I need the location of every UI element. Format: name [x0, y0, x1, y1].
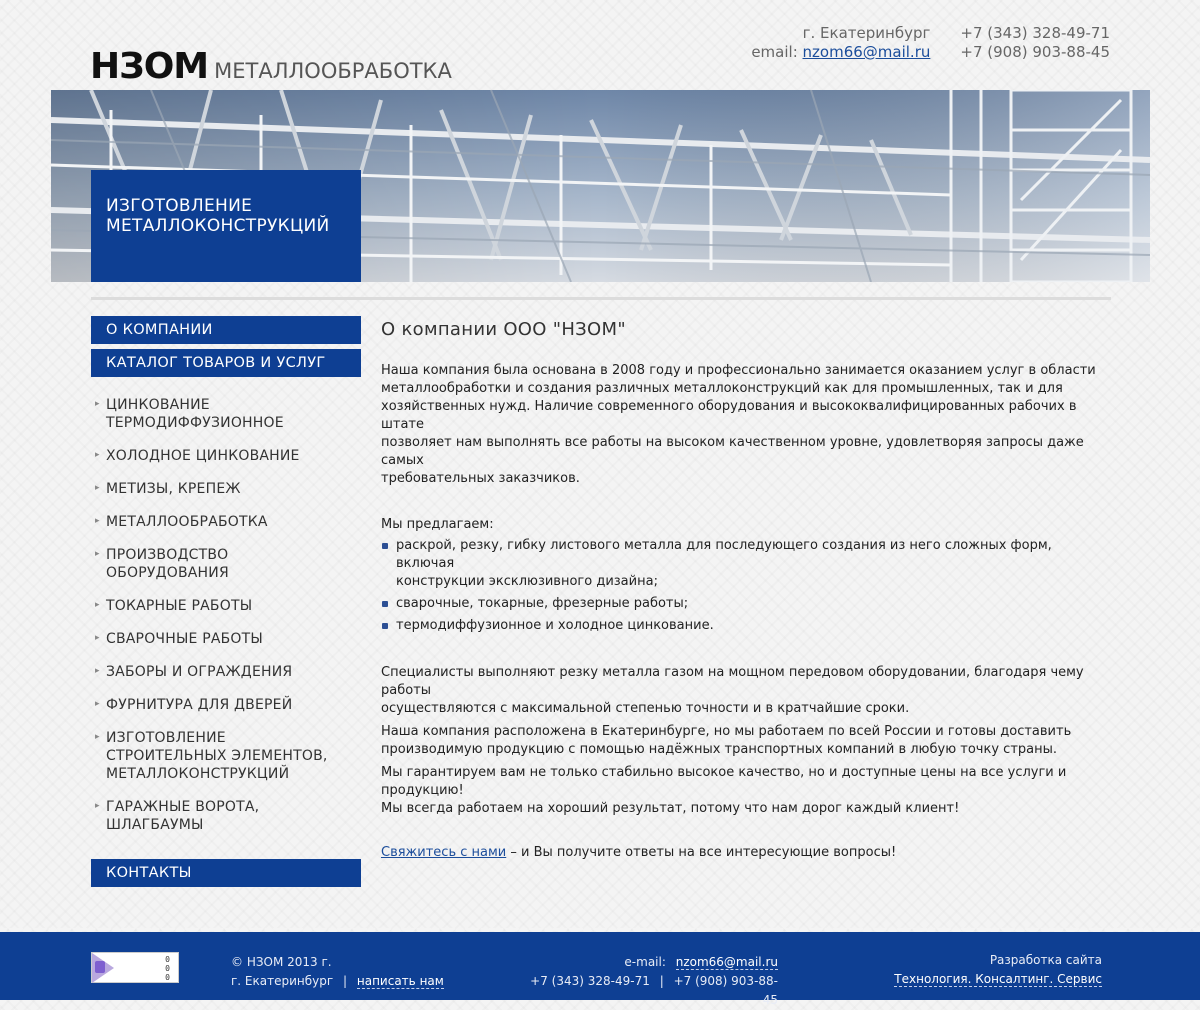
bullet-icon [382, 623, 388, 629]
footer-email-link[interactable]: nzom66@mail.ru [675, 955, 778, 969]
submenu-item[interactable]: ▸ ФУРНИТУРА ДЛЯ ДВЕРЕЙ [95, 697, 293, 713]
submenu-item[interactable]: ▸ ТОКАРНЫЕ РАБОТЫ [95, 598, 253, 614]
header-phone-1: +7 (343) 328-49-71 [960, 24, 1110, 42]
footer-scalloped-edge [0, 928, 1200, 936]
banner-caption-line-2: МЕТАЛЛОКОНСТРУКЦИЙ [106, 216, 330, 236]
chart-icon [95, 961, 105, 973]
paragraph-cutting: Специалисты выполняют резку металла газом на мощном передовом оборудовании, благодаря чему работы осуществляются с максимальной степенью точности и в кратчайшие сроки. [381, 665, 1084, 716]
header-email-link[interactable]: nzom66@mail.ru [802, 43, 931, 61]
header-phone-2: +7 (908) 903-88-45 [960, 43, 1110, 61]
arrow-icon: ▸ [95, 732, 100, 742]
submenu-item[interactable]: ▸ МЕТАЛЛООБРАБОТКА [95, 514, 268, 530]
site-logo[interactable] [90, 46, 452, 86]
list-item: сварочные, токарные, фрезерные работы; [381, 595, 1111, 613]
catalog-submenu [91, 396, 361, 849]
offer-list [381, 537, 1111, 635]
arrow-icon: ▸ [95, 399, 100, 409]
arrow-icon: ▸ [95, 699, 100, 709]
list-item: раскрой, резку, гибку листового металла для последующего создания из него сложных форм, включая конструкции эксклюзивного дизайна; [381, 537, 1111, 591]
banner-caption [91, 170, 361, 282]
submenu-item[interactable]: ▸ ПРОИЗВОДСТВО ОБОРУДОВАНИЯ [95, 547, 229, 581]
arrow-icon: ▸ [95, 549, 100, 559]
header-contacts [751, 24, 1110, 62]
footer-email-label: e-mail: [624, 955, 666, 969]
list-item: термодиффузионное и холодное цинкование. [381, 617, 1111, 635]
footer-phone-1: +7 (343) 328-49-71 [530, 974, 650, 988]
logo-subtitle: МЕТАЛЛООБРАБОТКА [214, 59, 452, 83]
header-city: г. Екатеринбург [802, 24, 931, 42]
main-content [381, 320, 1111, 862]
intro-paragraph: Наша компания была основана в 2008 году и профессионально занимается оказанием услуг в области металлообработки и создания различных металлоконструкций как для промышленных, так и для хозяйственных нужд. Наличие современного оборудования и высококвалифицированных рабочих в штате позволяет нам выполнять все работы на высоком качественном уровне, удовлетворяя запросы даже самых требовательных заказчиков. [381, 363, 1096, 486]
write-us-link[interactable]: написать нам [356, 974, 444, 988]
arrow-icon: ▸ [95, 666, 100, 676]
submenu-item[interactable]: ▸ СВАРОЧНЫЕ РАБОТЫ [95, 631, 263, 647]
nav-item-catalog[interactable] [91, 349, 361, 377]
contact-callout: Свяжитесь с нами – и Вы получите ответы на все интересующие вопросы! [381, 845, 897, 860]
bullet-icon [382, 601, 388, 607]
counter-value: 0 [165, 964, 170, 973]
offer-heading: Мы предлагаем: [381, 517, 494, 532]
arrow-icon: ▸ [95, 633, 100, 643]
submenu-item[interactable]: ▸ ХОЛОДНОЕ ЦИНКОВАНИЕ [95, 448, 300, 464]
developer-label: Разработка сайта [989, 953, 1102, 967]
submenu-item[interactable]: ▸ МЕТИЗЫ, КРЕПЕЖ [95, 481, 241, 497]
nav-item-about[interactable] [91, 316, 361, 344]
submenu-item[interactable]: ▸ ЗАБОРЫ И ОГРАЖДЕНИЯ [95, 664, 293, 680]
page-title: О компании ООО "НЗОМ" [381, 319, 626, 340]
visit-counter-badge[interactable] [91, 952, 179, 983]
counter-value: 0 [165, 973, 170, 982]
footer-copyright-block: © НЗОМ 2013 г. г. Екатеринбург | написать нам [231, 955, 444, 988]
paragraph-guarantee: Мы гарантируем вам не только стабильно высокое качество, но и доступные цены на все услуги и продукцию! Мы всегда работаем на хороший результат, потому что нам дорог каждый клиент! [381, 765, 1067, 816]
logo-mark: НЗОМ [90, 46, 209, 87]
contact-us-link[interactable]: Свяжитесь с нами [381, 845, 507, 860]
arrow-icon: ▸ [95, 600, 100, 610]
nav-item-contacts[interactable] [91, 859, 361, 887]
developer-link[interactable]: Технология. Консалтинг. Сервис [894, 972, 1102, 986]
nav-item-about-label: О КОМПАНИИ [106, 322, 213, 338]
content-divider [91, 297, 1111, 300]
arrow-icon: ▸ [95, 483, 100, 493]
counter-value: 0 [165, 955, 170, 964]
nav-item-catalog-label: КАТАЛОГ ТОВАРОВ И УСЛУГ [106, 355, 326, 371]
submenu-item[interactable]: ▸ ЦИНКОВАНИЕ ТЕРМОДИФФУЗИОННОЕ [95, 397, 284, 431]
arrow-icon: ▸ [95, 516, 100, 526]
footer-phone-2: +7 (908) 903-88-45 [673, 974, 778, 1007]
paragraph-location: Наша компания расположена в Екатеринбурге, но мы работаем по всей России и готовы доставить производимую продукцию с помощью надёжных транспортных компаний в любую точку страны. [381, 724, 1072, 757]
footer-copyright: © НЗОМ 2013 г. [231, 955, 332, 969]
footer-developer [880, 951, 1102, 989]
header-email-label: email: [751, 43, 798, 61]
footer-city: г. Екатеринбург [231, 974, 334, 988]
arrow-icon: ▸ [95, 450, 100, 460]
footer-contacts: e-mail: nzom66@mail.ru +7 (343) 328-49-71 | +7 (908) 903-88-45 [530, 955, 778, 1007]
bullet-icon [382, 543, 388, 549]
banner-caption-line-1: ИЗГОТОВЛЕНИЕ [106, 196, 253, 216]
nav-item-contacts-label: КОНТАКТЫ [106, 865, 192, 881]
submenu-item[interactable]: ▸ ГАРАЖНЫЕ ВОРОТА, ШЛАГБАУМЫ [95, 799, 260, 833]
arrow-icon: ▸ [95, 801, 100, 811]
submenu-item[interactable]: ▸ ИЗГОТОВЛЕНИЕ СТРОИТЕЛЬНЫХ ЭЛЕМЕНТОВ, МЕТАЛЛОКОНСТРУКЦИЙ [95, 730, 328, 782]
